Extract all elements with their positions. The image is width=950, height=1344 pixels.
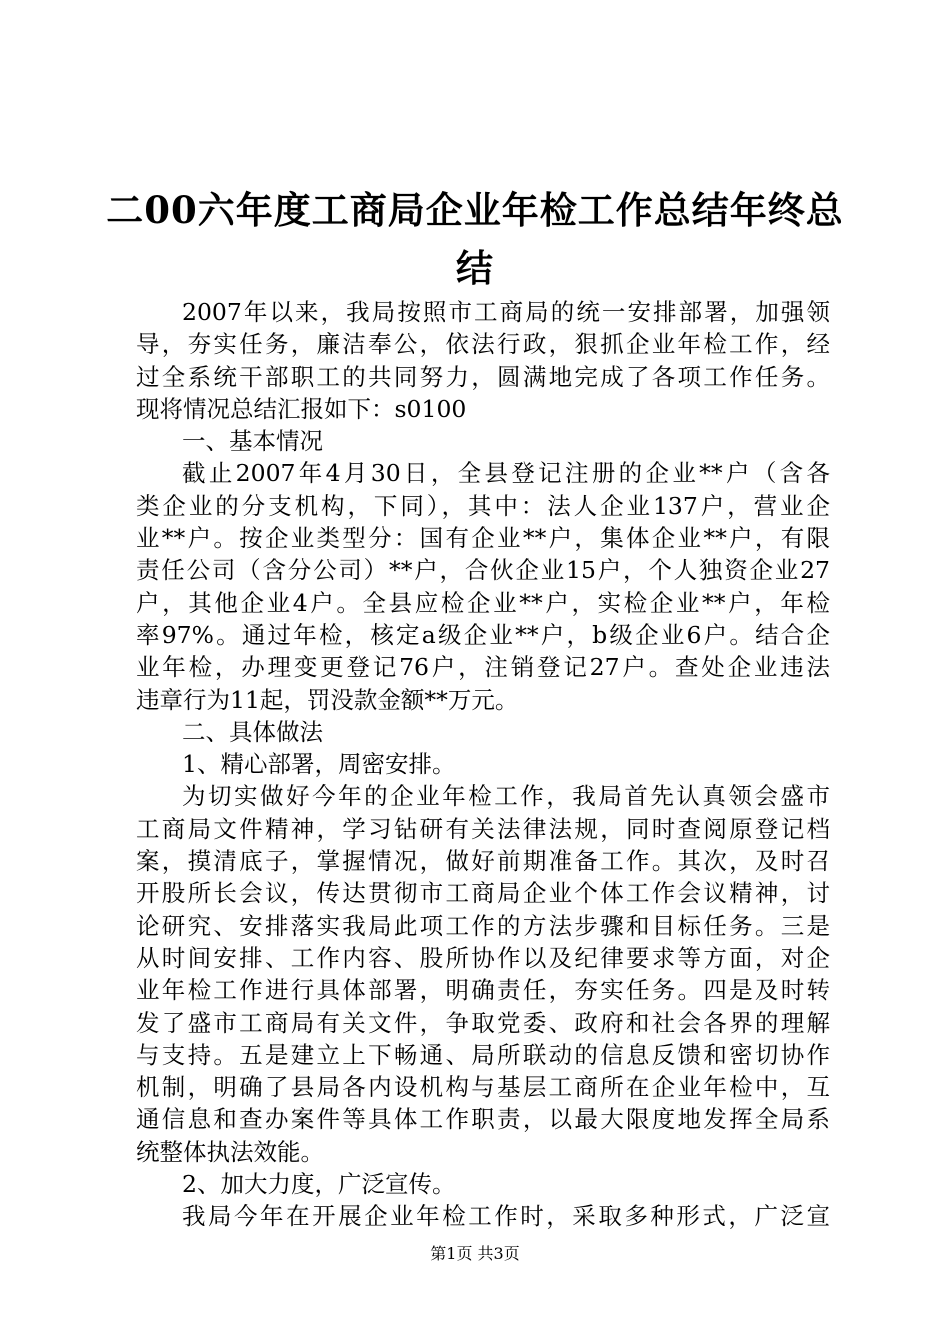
body-text-line: 发了盛市工商局有关文件，争取党委、政府和社会各界的理解: [136, 1008, 830, 1037]
body-text-line: 1、精心部署，周密安排。: [182, 750, 456, 779]
document-title-line-2: 结: [456, 246, 494, 290]
body-text-line: 现将情况总结汇报如下：s0100: [136, 394, 467, 423]
body-text-line: 2、加大力度，广泛宣传。: [182, 1170, 456, 1199]
body-text-line: 与支持。五是建立上下畅通、局所联动的信息反馈和密切协作: [136, 1040, 830, 1069]
page-footer: 第1页 共3页: [430, 1244, 520, 1263]
body-text-line: 一、基本情况: [182, 427, 323, 456]
body-text-line: 从时间安排、工作内容、股所协作以及纪律要求等方面，对企: [136, 943, 830, 972]
body-text-line: 导，夯实任务，廉洁奉公，依法行政，狠抓企业年检工作，经: [136, 330, 830, 359]
body-text-line: 通信息和查办案件等具体工作职责，以最大限度地发挥全局系: [136, 1105, 830, 1134]
body-text-line: 工商局文件精神，学习钻研有关法律法规，同时查阅原登记档: [136, 814, 830, 843]
body-text-line: 2007年以来，我局按照市工商局的统一安排部署，加强领: [182, 298, 830, 326]
body-text-line: 机制，明确了县局各内设机构与基层工商所在企业年检中，互: [136, 1073, 830, 1102]
body-text-line: 责任公司（含分公司）**户，合伙企业15户，个人独资企业27: [136, 556, 830, 585]
body-text-line: 违章行为11起，罚没款金额**万元。: [136, 685, 519, 714]
body-text-line: 过全系统干部职工的共同努力，圆满地完成了各项工作任务。: [136, 362, 830, 391]
body-text-line: 我局今年在开展企业年检工作时，采取多种形式，广泛宣: [182, 1202, 830, 1231]
body-text-line: 截止2007年4月30日，全县登记注册的企业**户（含各: [182, 459, 830, 488]
body-text-line: 为切实做好今年的企业年检工作，我局首先认真领会盛市: [182, 782, 830, 811]
body-text-line: 统整体执法效能。: [136, 1137, 324, 1166]
body-text-line: 率97%。通过年检，核定a级企业**户，b级企业6户。结合企: [136, 620, 830, 649]
body-text-line: 开股所长会议，传达贯彻市工商局企业个体工作会议精神，讨: [136, 879, 830, 908]
body-text-line: 论研究、安排落实我局此项工作的方法步骤和目标任务。三是: [136, 911, 830, 940]
body-text-line: 案，摸清底子，掌握情况，做好前期准备工作。其次，及时召: [136, 847, 830, 876]
document-body: [136, 296, 830, 1233]
body-text-line: 业**户。按企业类型分：国有企业**户，集体企业**户，有限: [136, 524, 830, 553]
body-text-line: 业年检工作进行具体部署，明确责任，夯实任务。四是及时转: [136, 976, 830, 1005]
body-text-line: 户，其他企业4户。全县应检企业**户，实检企业**户，年检: [136, 588, 830, 617]
body-text-line: 二、具体做法: [182, 717, 323, 746]
document-title-line-1: 二00六年度工商局企业年检工作总结年终总: [106, 188, 844, 232]
body-text-line: 类企业的分支机构，下同），其中：法人企业137户，营业企: [136, 491, 830, 520]
body-text-line: 业年检，办理变更登记76户，注销登记27户。查处企业违法: [136, 653, 830, 682]
